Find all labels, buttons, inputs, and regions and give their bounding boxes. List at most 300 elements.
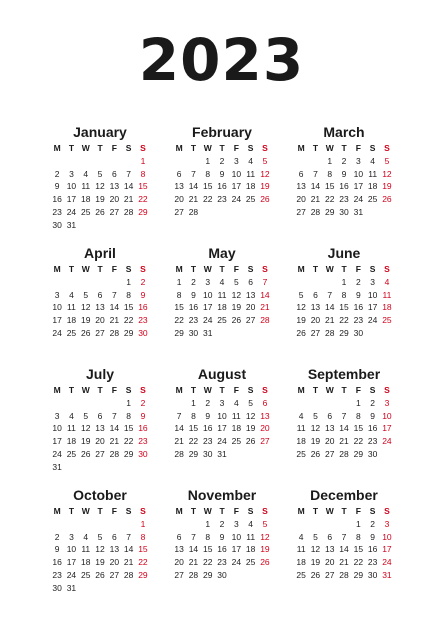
day-cell: 12 xyxy=(310,423,321,434)
day-cell: 17 xyxy=(367,302,378,313)
day-cell: 3 xyxy=(384,518,390,529)
day-cell: 4 xyxy=(298,410,304,421)
weekday-header: M xyxy=(53,143,61,153)
day-cell: 5 xyxy=(298,289,304,300)
weekday-header: S xyxy=(140,506,146,516)
weekday-header: T xyxy=(97,506,103,516)
day-grid xyxy=(50,505,150,595)
day-cell: 7 xyxy=(126,531,131,542)
day-cell: 23 xyxy=(138,315,148,326)
empty-cell xyxy=(107,276,121,289)
day-cell: 19 xyxy=(382,181,392,192)
day-cell: 10 xyxy=(217,410,227,421)
day-cell: 11 xyxy=(217,289,227,300)
day-cell: 18 xyxy=(81,194,91,205)
day-cell: 13 xyxy=(260,410,270,421)
day-cell: 28 xyxy=(123,569,134,580)
empty-cell xyxy=(107,518,121,531)
day-cell: 14 xyxy=(310,181,321,192)
day-cell: 11 xyxy=(67,302,76,313)
weekday-header: F xyxy=(111,264,117,274)
empty-cell xyxy=(294,397,308,410)
day-cell: 23 xyxy=(203,436,213,447)
day-cell: 24 xyxy=(367,315,378,326)
day-cell: 2 xyxy=(219,518,225,529)
day-cell: 6 xyxy=(298,168,304,179)
day-cell: 17 xyxy=(217,423,227,434)
day-cell: 26 xyxy=(95,206,105,217)
day-cell: 11 xyxy=(246,168,256,179)
day-cell: 26 xyxy=(95,569,105,580)
weekday-header: W xyxy=(203,506,212,516)
empty-cell xyxy=(337,518,351,531)
weekday-header: S xyxy=(247,506,254,516)
day-grid xyxy=(50,384,150,474)
day-cell: 11 xyxy=(246,531,256,542)
day-cell: 15 xyxy=(123,423,134,434)
day-cell: 18 xyxy=(296,436,306,447)
day-cell: 17 xyxy=(353,181,364,192)
day-cell: 27 xyxy=(325,448,335,459)
weekday-header: F xyxy=(355,385,361,395)
day-cell: 1 xyxy=(327,155,333,166)
day-cell: 10 xyxy=(52,302,62,313)
day-cell: 27 xyxy=(325,569,335,580)
month-name: November xyxy=(187,487,257,503)
day-cell: 24 xyxy=(382,436,392,447)
day-cell: 16 xyxy=(367,544,378,555)
day-cell: 21 xyxy=(174,436,184,447)
day-cell: 12 xyxy=(296,302,306,313)
day-cell: 13 xyxy=(245,289,256,300)
day-cell: 8 xyxy=(140,168,146,179)
day-cell: 7 xyxy=(341,531,347,542)
month-name: March xyxy=(323,124,365,140)
empty-cell xyxy=(79,155,93,168)
day-cell: 27 xyxy=(109,206,120,217)
day-cell: 25 xyxy=(217,315,227,326)
weekday-header: W xyxy=(325,143,334,153)
day-cell: 10 xyxy=(231,168,242,179)
day-cell: 26 xyxy=(245,436,256,447)
day-cell: 9 xyxy=(355,289,361,300)
day-cell: 23 xyxy=(217,194,227,205)
weekday-header: W xyxy=(203,264,212,274)
month-name: May xyxy=(208,245,236,261)
weekday-header: F xyxy=(111,385,117,395)
day-cell: 16 xyxy=(353,302,364,313)
day-cell: 22 xyxy=(325,194,335,205)
empty-cell xyxy=(79,276,93,289)
month-name: August xyxy=(197,366,247,382)
month-december xyxy=(294,485,394,582)
weekday-header: M xyxy=(297,385,305,395)
day-cell: 27 xyxy=(174,206,184,217)
day-cell: 12 xyxy=(231,289,242,300)
day-cell: 14 xyxy=(174,423,184,434)
day-cell: 24 xyxy=(52,448,62,459)
day-cell: 25 xyxy=(66,327,77,338)
day-cell: 20 xyxy=(245,302,256,313)
day-cell: 17 xyxy=(52,315,62,326)
month-february xyxy=(172,122,272,219)
day-cell: 18 xyxy=(66,436,77,447)
day-cell: 7 xyxy=(126,168,131,179)
empty-cell xyxy=(50,276,64,289)
day-cell: 14 xyxy=(325,302,335,313)
weekday-header: F xyxy=(233,506,239,516)
day-cell: 21 xyxy=(188,557,199,568)
day-cell: 6 xyxy=(97,410,103,421)
weekday-header: W xyxy=(325,385,334,395)
day-cell: 28 xyxy=(339,448,349,459)
day-cell: 19 xyxy=(95,557,105,568)
weekday-header: T xyxy=(219,385,225,395)
day-cell: 24 xyxy=(382,557,392,568)
day-cell: 15 xyxy=(174,302,184,313)
weekday-header: W xyxy=(81,264,90,274)
day-cell: 17 xyxy=(382,423,392,434)
day-cell: 5 xyxy=(313,531,318,542)
day-cell: 8 xyxy=(126,410,131,421)
day-cell: 16 xyxy=(52,557,62,568)
day-cell: 20 xyxy=(95,315,105,326)
day-cell: 5 xyxy=(97,168,103,179)
day-cell: 18 xyxy=(217,302,227,313)
day-cell: 2 xyxy=(191,276,196,287)
empty-cell xyxy=(308,518,322,531)
day-cell: 25 xyxy=(296,448,306,459)
day-cell: 18 xyxy=(245,544,256,555)
day-cell: 19 xyxy=(95,194,105,205)
weekday-header: M xyxy=(175,264,183,274)
weekday-header: S xyxy=(262,385,268,395)
weekday-header: F xyxy=(233,264,239,274)
month-april xyxy=(50,243,150,340)
month-january xyxy=(50,122,150,232)
day-cell: 8 xyxy=(327,168,333,179)
day-cell: 27 xyxy=(95,448,105,459)
day-cell: 21 xyxy=(260,302,270,313)
empty-cell xyxy=(294,518,308,531)
day-cell: 19 xyxy=(260,181,270,192)
day-cell: 19 xyxy=(81,315,91,326)
day-cell: 5 xyxy=(83,410,89,421)
day-cell: 2 xyxy=(54,531,60,542)
day-cell: 7 xyxy=(191,531,196,542)
day-grid xyxy=(294,142,394,219)
day-cell: 8 xyxy=(205,531,211,542)
day-cell: 11 xyxy=(81,544,91,555)
weekday-header: T xyxy=(190,385,197,395)
day-cell: 16 xyxy=(217,181,227,192)
day-cell: 14 xyxy=(339,423,349,434)
month-november xyxy=(172,485,272,582)
day-cell: 15 xyxy=(339,302,349,313)
day-cell: 7 xyxy=(262,276,268,287)
month-name: September xyxy=(307,366,381,382)
weekday-header: T xyxy=(341,385,347,395)
day-cell: 12 xyxy=(95,181,105,192)
day-cell: 11 xyxy=(231,410,241,421)
weekday-header: T xyxy=(312,385,319,395)
empty-cell xyxy=(323,276,337,289)
day-cell: 2 xyxy=(341,155,347,166)
day-cell: 12 xyxy=(382,168,392,179)
month-name: April xyxy=(84,245,116,261)
weekday-header: W xyxy=(81,385,90,395)
empty-cell xyxy=(323,397,337,410)
weekday-header: S xyxy=(125,143,132,153)
day-cell: 18 xyxy=(81,557,91,568)
day-cell: 12 xyxy=(310,544,321,555)
day-cell: 9 xyxy=(205,410,211,421)
day-cell: 23 xyxy=(138,436,148,447)
weekday-header: W xyxy=(325,264,334,274)
day-grid xyxy=(172,263,272,340)
day-cell: 24 xyxy=(217,436,227,447)
day-cell: 29 xyxy=(138,569,148,580)
day-cell: 9 xyxy=(370,531,375,542)
weekday-header: M xyxy=(297,264,305,274)
month-may xyxy=(172,243,272,340)
empty-cell xyxy=(79,397,93,410)
day-cell: 21 xyxy=(325,315,335,326)
weekday-header: T xyxy=(219,506,225,516)
day-cell: 18 xyxy=(66,315,77,326)
day-cell: 21 xyxy=(310,194,321,205)
weekday-header: T xyxy=(97,264,103,274)
day-cell: 24 xyxy=(231,557,242,568)
day-cell: 18 xyxy=(382,302,392,313)
month-july xyxy=(50,364,150,474)
weekday-header: T xyxy=(312,506,319,516)
empty-cell xyxy=(64,397,78,410)
day-cell: 15 xyxy=(325,181,335,192)
month-march xyxy=(294,122,394,219)
day-cell: 24 xyxy=(66,206,77,217)
day-cell: 8 xyxy=(140,531,146,542)
weekday-header: T xyxy=(219,143,225,153)
weekday-header: S xyxy=(140,385,146,395)
day-cell: 13 xyxy=(95,423,105,434)
day-cell: 21 xyxy=(123,194,134,205)
day-cell: 17 xyxy=(231,544,242,555)
day-cell: 29 xyxy=(138,206,148,217)
day-cell: 1 xyxy=(126,397,131,408)
month-name: October xyxy=(73,487,127,503)
year-title: 2023 xyxy=(138,26,305,94)
weekday-header: W xyxy=(325,506,334,516)
empty-cell xyxy=(308,155,322,168)
day-cell: 9 xyxy=(140,289,146,300)
day-cell: 20 xyxy=(109,194,120,205)
day-cell: 16 xyxy=(367,423,378,434)
day-cell: 23 xyxy=(188,315,199,326)
day-cell: 5 xyxy=(384,155,390,166)
day-cell: 3 xyxy=(69,168,74,179)
day-cell: 14 xyxy=(260,289,270,300)
day-cell: 20 xyxy=(174,194,184,205)
day-cell: 25 xyxy=(367,194,378,205)
day-cell: 10 xyxy=(66,181,77,192)
day-cell: 26 xyxy=(81,327,91,338)
day-cell: 24 xyxy=(231,194,242,205)
day-cell: 13 xyxy=(95,302,105,313)
day-cell: 8 xyxy=(191,410,196,421)
weekday-header: S xyxy=(384,385,390,395)
month-name: July xyxy=(85,366,114,382)
day-cell: 5 xyxy=(233,276,239,287)
day-cell: 30 xyxy=(353,327,364,338)
day-cell: 1 xyxy=(205,155,211,166)
day-cell: 1 xyxy=(140,155,146,166)
day-cell: 12 xyxy=(260,168,270,179)
day-cell: 15 xyxy=(203,544,213,555)
day-cell: 30 xyxy=(138,327,148,338)
day-cell: 19 xyxy=(81,436,91,447)
weekday-header: T xyxy=(68,264,75,274)
day-cell: 13 xyxy=(174,544,184,555)
day-cell: 28 xyxy=(339,569,349,580)
day-grid xyxy=(50,142,150,232)
day-cell: 9 xyxy=(219,168,225,179)
day-cell: 10 xyxy=(382,410,392,421)
weekday-header: S xyxy=(247,143,254,153)
day-cell: 2 xyxy=(219,155,225,166)
day-cell: 14 xyxy=(123,181,134,192)
day-cell: 31 xyxy=(217,448,227,459)
day-cell: 19 xyxy=(245,423,256,434)
day-cell: 31 xyxy=(52,461,62,472)
weekday-header: M xyxy=(53,506,61,516)
day-cell: 26 xyxy=(310,569,321,580)
day-cell: 29 xyxy=(123,448,134,459)
day-cell: 5 xyxy=(248,397,253,408)
day-cell: 13 xyxy=(174,181,184,192)
day-cell: 8 xyxy=(126,289,131,300)
day-cell: 11 xyxy=(81,181,91,192)
day-cell: 26 xyxy=(310,448,321,459)
day-cell: 29 xyxy=(188,448,199,459)
weekday-header: S xyxy=(125,385,132,395)
day-cell: 20 xyxy=(174,557,184,568)
day-cell: 28 xyxy=(109,327,120,338)
day-cell: 26 xyxy=(296,327,306,338)
weekday-header: S xyxy=(384,264,390,274)
day-cell: 21 xyxy=(109,315,120,326)
empty-cell xyxy=(308,276,322,289)
day-cell: 6 xyxy=(327,531,333,542)
day-cell: 18 xyxy=(231,423,242,434)
day-cell: 8 xyxy=(176,289,182,300)
weekday-header: T xyxy=(341,143,347,153)
weekday-header: M xyxy=(53,385,61,395)
weekday-header: T xyxy=(190,506,197,516)
weekday-header: F xyxy=(233,143,239,153)
day-cell: 28 xyxy=(310,206,321,217)
weekday-header: S xyxy=(247,385,254,395)
day-cell: 6 xyxy=(313,289,318,300)
empty-cell xyxy=(64,518,78,531)
day-cell: 15 xyxy=(138,544,148,555)
day-cell: 26 xyxy=(260,557,270,568)
day-cell: 2 xyxy=(140,276,146,287)
month-name: June xyxy=(327,245,361,261)
day-cell: 25 xyxy=(245,557,256,568)
day-cell: 14 xyxy=(188,544,199,555)
day-cell: 2 xyxy=(205,397,211,408)
weekday-header: S xyxy=(140,264,146,274)
day-cell: 1 xyxy=(140,518,146,529)
weekday-header: S xyxy=(125,264,132,274)
day-cell: 7 xyxy=(341,410,347,421)
day-cell: 14 xyxy=(123,544,134,555)
day-cell: 21 xyxy=(123,557,134,568)
day-cell: 23 xyxy=(367,557,378,568)
empty-cell xyxy=(93,397,107,410)
day-cell: 25 xyxy=(81,206,91,217)
weekday-header: S xyxy=(384,506,390,516)
weekday-header: S xyxy=(369,385,376,395)
weekday-header: S xyxy=(262,143,268,153)
day-cell: 1 xyxy=(191,397,196,408)
day-cell: 7 xyxy=(111,289,117,300)
empty-cell xyxy=(172,155,186,168)
day-cell: 18 xyxy=(245,181,256,192)
day-cell: 10 xyxy=(353,168,364,179)
day-cell: 26 xyxy=(81,448,91,459)
empty-cell xyxy=(50,518,64,531)
empty-cell xyxy=(93,276,107,289)
day-cell: 8 xyxy=(205,168,211,179)
day-cell: 30 xyxy=(217,569,227,580)
day-cell: 14 xyxy=(109,302,120,313)
day-cell: 20 xyxy=(260,423,270,434)
day-cell: 8 xyxy=(355,410,361,421)
day-cell: 19 xyxy=(296,315,306,326)
day-cell: 15 xyxy=(188,423,199,434)
empty-cell xyxy=(121,155,135,168)
empty-cell xyxy=(50,397,64,410)
day-cell: 16 xyxy=(217,544,227,555)
day-cell: 26 xyxy=(231,315,242,326)
day-cell: 15 xyxy=(203,181,213,192)
day-cell: 9 xyxy=(370,410,375,421)
day-cell: 20 xyxy=(325,557,335,568)
day-cell: 27 xyxy=(109,569,120,580)
day-cell: 31 xyxy=(203,327,213,338)
day-cell: 5 xyxy=(83,289,89,300)
day-cell: 22 xyxy=(138,194,148,205)
day-cell: 27 xyxy=(95,327,105,338)
day-cell: 6 xyxy=(327,410,333,421)
day-cell: 22 xyxy=(123,436,134,447)
day-cell: 25 xyxy=(382,315,392,326)
day-cell: 30 xyxy=(367,448,378,459)
day-cell: 30 xyxy=(52,582,62,593)
day-cell: 12 xyxy=(260,531,270,542)
day-cell: 22 xyxy=(339,315,349,326)
empty-cell xyxy=(337,397,351,410)
day-cell: 13 xyxy=(325,423,335,434)
day-cell: 20 xyxy=(95,436,105,447)
day-cell: 26 xyxy=(260,194,270,205)
day-cell: 17 xyxy=(66,194,77,205)
day-cell: 27 xyxy=(245,315,256,326)
day-cell: 27 xyxy=(260,436,270,447)
day-cell: 4 xyxy=(248,155,253,166)
